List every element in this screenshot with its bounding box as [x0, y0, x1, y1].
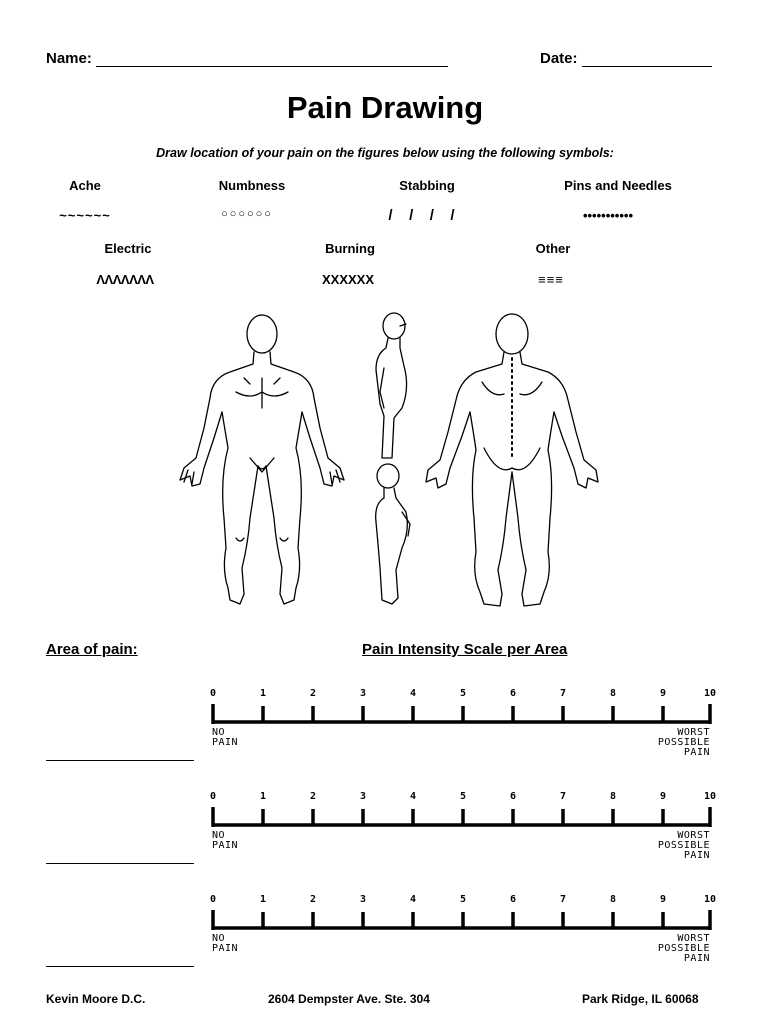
symbol-stabbing-mark: / / / / — [388, 207, 456, 224]
scale-3-ruler — [208, 908, 718, 932]
instructions: Draw location of your pain on the figures below using the following symbols: — [156, 146, 614, 160]
scale-2-tick-8[interactable]: 8 — [609, 791, 617, 802]
footer-address: 2604 Dempster Ave. Ste. 304 — [268, 992, 430, 1006]
name-input-line[interactable] — [96, 52, 448, 67]
scale-2-tick-5[interactable]: 5 — [459, 791, 467, 802]
scale-3-tick-4[interactable]: 4 — [409, 894, 417, 905]
side-body-figure-lower[interactable] — [376, 464, 410, 604]
area-of-pain-line-3[interactable] — [46, 966, 194, 967]
area-of-pain-line-1[interactable] — [46, 760, 194, 761]
area-of-pain-label: Area of pain: — [46, 641, 138, 658]
name-label: Name: — [46, 50, 92, 67]
symbol-burning-mark: XXXXXX — [321, 272, 375, 287]
scale-2-ruler — [208, 805, 718, 829]
symbol-electric-mark: ΛΛΛΛΛΛΛ — [96, 272, 154, 287]
scale-1-tick-9[interactable]: 9 — [659, 688, 667, 699]
front-body-figure[interactable] — [180, 315, 344, 604]
scale-2-tick-0[interactable]: 0 — [209, 791, 217, 802]
symbol-ache-name: Ache — [69, 178, 101, 193]
symbol-pins-mark: ••••••••••• — [582, 208, 634, 223]
scale-1-tick-3[interactable]: 3 — [359, 688, 367, 699]
scale-3-tick-5[interactable]: 5 — [459, 894, 467, 905]
scale-2-tick-6[interactable]: 6 — [509, 791, 517, 802]
date-input-line[interactable] — [582, 52, 712, 67]
side-body-figure-upper[interactable] — [376, 313, 407, 458]
symbol-numbness-mark: ○○○○○○ — [221, 208, 273, 220]
scale-1-ruler — [208, 702, 718, 726]
scale-1-tick-6[interactable]: 6 — [509, 688, 517, 699]
page-title: Pain Drawing — [286, 90, 484, 125]
date-label: Date: — [540, 50, 578, 67]
pain-scale-3[interactable] — [208, 894, 718, 974]
symbol-other-name: Other — [535, 241, 571, 256]
scale-3-tick-6[interactable]: 6 — [509, 894, 517, 905]
symbol-stabbing-name: Stabbing — [399, 178, 455, 193]
scale-2-tick-7[interactable]: 7 — [559, 791, 567, 802]
scale-3-tick-3[interactable]: 3 — [359, 894, 367, 905]
pain-scale-label: Pain Intensity Scale per Area — [362, 641, 568, 658]
scale-2-tick-9[interactable]: 9 — [659, 791, 667, 802]
area-of-pain-line-2[interactable] — [46, 863, 194, 864]
scale-3-tick-1[interactable]: 1 — [259, 894, 267, 905]
footer-city: Park Ridge, IL 60068 — [582, 992, 699, 1006]
scale-3-worst-pain: WORST POSSIBLE PAIN — [657, 933, 710, 964]
scale-3-tick-0[interactable]: 0 — [209, 894, 217, 905]
scale-2-tick-2[interactable]: 2 — [309, 791, 317, 802]
scale-1-tick-4[interactable]: 4 — [409, 688, 417, 699]
date-field — [540, 50, 712, 67]
scale-1-tick-10[interactable]: 10 — [703, 688, 717, 699]
back-body-figure[interactable] — [426, 314, 598, 606]
scale-3-tick-2[interactable]: 2 — [309, 894, 317, 905]
scale-2-tick-1[interactable]: 1 — [259, 791, 267, 802]
symbol-other-mark: ≡≡≡ — [538, 272, 564, 287]
symbol-electric-name: Electric — [104, 241, 152, 256]
scale-1-no-pain: NO PAIN — [212, 727, 239, 748]
scale-2-tick-3[interactable]: 3 — [359, 791, 367, 802]
footer-practitioner: Kevin Moore D.C. — [46, 992, 146, 1006]
symbol-burning-name: Burning — [325, 241, 375, 256]
scale-1-tick-1[interactable]: 1 — [259, 688, 267, 699]
scale-1-worst-pain: WORST POSSIBLE PAIN — [657, 727, 710, 758]
symbol-numbness-name: Numbness — [218, 178, 286, 193]
name-field — [46, 50, 448, 67]
scale-1-tick-8[interactable]: 8 — [609, 688, 617, 699]
scale-3-tick-9[interactable]: 9 — [659, 894, 667, 905]
body-diagram[interactable] — [170, 308, 610, 613]
symbol-ache-mark: ~~~~~~ — [59, 208, 111, 223]
scale-3-tick-8[interactable]: 8 — [609, 894, 617, 905]
symbol-pins-name: Pins and Needles — [564, 178, 672, 193]
scale-1-tick-0[interactable]: 0 — [209, 688, 217, 699]
scale-2-tick-4[interactable]: 4 — [409, 791, 417, 802]
scale-3-tick-7[interactable]: 7 — [559, 894, 567, 905]
scale-2-worst-pain: WORST POSSIBLE PAIN — [657, 830, 710, 861]
scale-1-tick-7[interactable]: 7 — [559, 688, 567, 699]
pain-scale-1[interactable] — [208, 688, 718, 768]
scale-1-tick-2[interactable]: 2 — [309, 688, 317, 699]
scale-3-no-pain: NO PAIN — [212, 933, 239, 954]
pain-scale-2[interactable] — [208, 791, 718, 871]
scale-1-tick-5[interactable]: 5 — [459, 688, 467, 699]
scale-2-no-pain: NO PAIN — [212, 830, 239, 851]
scale-3-tick-10[interactable]: 10 — [703, 894, 717, 905]
scale-2-tick-10[interactable]: 10 — [703, 791, 717, 802]
